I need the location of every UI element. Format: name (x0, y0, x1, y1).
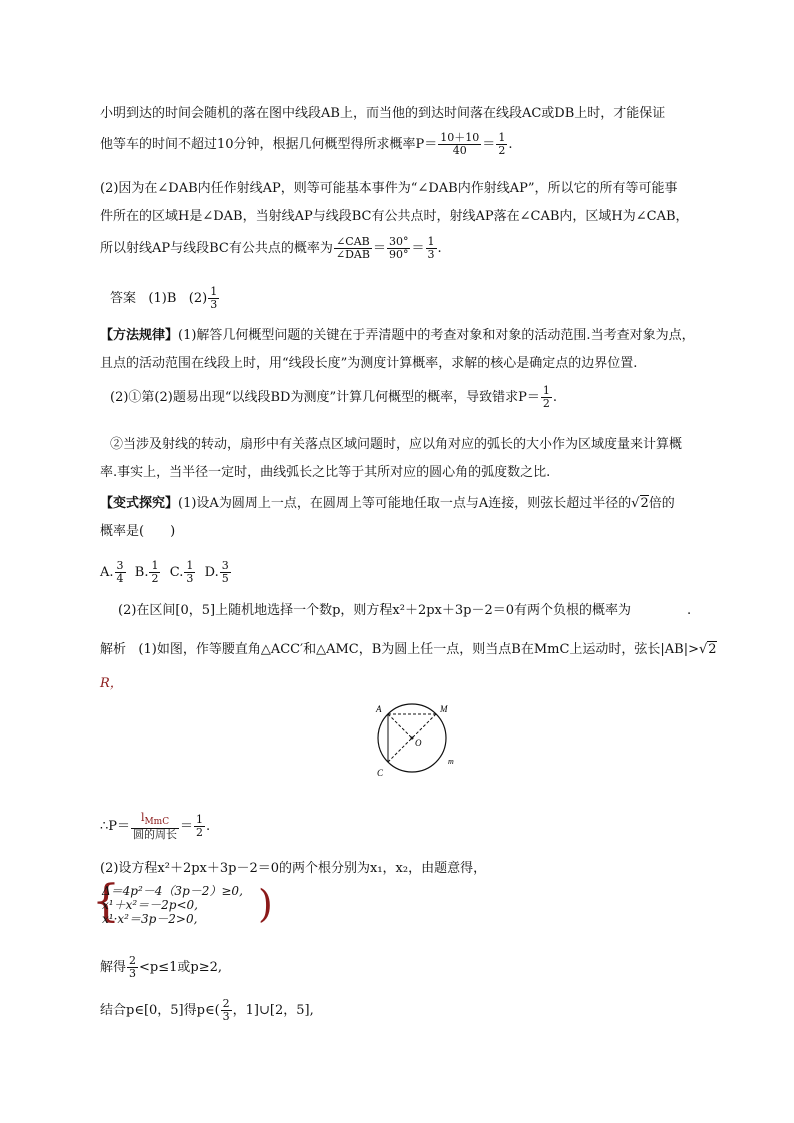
answer-label: 答案 (110, 291, 137, 306)
text: 所以射线AP与线段BC有公共点的概率为 (100, 241, 333, 256)
para-line-4: 件所在的区域H是∠DAB，当射线AP与线段BC有公共点时，射线AP落在∠CAB内，区域H为∠CAB， (100, 209, 689, 224)
text: (2)①第(2)题易出现“以线段BD为测度”计算几何概型的概率，导致错求P＝ (110, 390, 540, 405)
variant-line-2: 概率是( ) (100, 524, 176, 539)
method-line-5: 率.事实上，当半径一定时，曲线弧长之比等于其所对应的圆心角的弧度数之比. (100, 465, 551, 480)
denominator: 3 (129, 967, 137, 980)
text: 结合p∈[0，5]得p∈( (100, 1003, 220, 1018)
sqrt: √2 (631, 496, 649, 511)
text: R， (100, 676, 123, 691)
text: (1)设A为圆周上一点，在圆周上等可能地任取一点与A连接，则弦长超过半径的 (178, 496, 632, 511)
sqrt-radicand: 2 (640, 496, 649, 511)
text: (1)解答几何概型问题的关键在于弄清题中的考查对象和对象的活动范围.当考查对象为点， (178, 328, 695, 343)
label-m-arc: m (448, 757, 454, 766)
option-d: D. (204, 565, 219, 580)
denominator: 2 (498, 144, 506, 157)
period: . (206, 819, 211, 835)
denominator: 5 (221, 572, 229, 585)
system-line-2: x¹＋x²＝－2p<0, (102, 898, 198, 912)
variant-line-1 (100, 495, 675, 513)
fraction (221, 998, 232, 1023)
para-line-2 (100, 132, 512, 157)
fraction (426, 236, 437, 261)
text: (2)在区间[0，5]上随机地选择一个数p，则方程x²＋2px＋3p－2＝0有两个负根的概率为 (118, 603, 632, 618)
answer-line (110, 286, 220, 311)
left-brace: { (92, 876, 120, 927)
text: <p≤1或p≥2, (139, 960, 223, 975)
equals: ＝ (482, 137, 496, 152)
variant-line-3 (118, 602, 691, 620)
circle-figure (360, 700, 470, 784)
arc-label: MmC (144, 817, 170, 828)
equals: ＝ (372, 241, 386, 256)
system-line-3: x¹·x²＝3p－2>0, (102, 912, 198, 926)
period: . (687, 603, 692, 618)
solution-line-q1: (2)设方程x²＋2px＋3p－2＝0的两个根分别为x₁，x₂，由题意得， (100, 861, 487, 876)
text: ∴P＝ (100, 819, 131, 835)
radius-ao (388, 714, 412, 738)
sqrt: √2 (699, 642, 717, 657)
variant-label: 【变式探究】 (100, 496, 179, 511)
fraction (387, 236, 411, 261)
para-line-3: (2)因为在∠DAB内任作射线AP，则等可能基本事件为“∠DAB内作射线AP”，所以它的所有等可能事 (100, 181, 678, 196)
method-line-1 (100, 327, 695, 345)
denominator: 3 (427, 248, 435, 261)
text: (1)如图，作等腰直角△ACC′和△AMC，B为圆上任一点，则当点B在MmC上运动时，弦长|AB|> (138, 642, 699, 657)
fraction (208, 286, 219, 311)
solution-line-q2 (100, 955, 222, 980)
answer-1: (1)B (148, 291, 177, 306)
equals: ＝ (180, 819, 194, 835)
numerator: 2 (222, 997, 230, 1010)
fraction (194, 814, 205, 839)
fraction (496, 132, 507, 157)
fraction (131, 812, 179, 841)
numerator: 1 (498, 131, 506, 144)
denominator: 3 (186, 572, 194, 585)
numerator: 3 (116, 559, 124, 572)
period: . (508, 137, 513, 152)
period: . (437, 241, 442, 256)
denominator: 40 (452, 144, 467, 157)
numerator: 1 (196, 813, 204, 827)
numerator: ∠CAB (334, 236, 372, 249)
period: . (552, 390, 557, 405)
numerator: 1 (210, 285, 218, 298)
denominator: 2 (542, 397, 550, 410)
options-line (100, 560, 232, 585)
numerator: 2 (129, 954, 137, 967)
option-b: B. (134, 565, 149, 580)
denominator: 3 (222, 1010, 230, 1023)
system-line-1: Δ＝4p²－4（3p－2）≥0, (102, 884, 243, 898)
numerator: 1 (542, 384, 550, 397)
fraction (149, 560, 160, 585)
numerator: 30° (388, 235, 409, 248)
solution-line-2 (100, 675, 123, 693)
right-brace: ) (258, 882, 273, 926)
prob-line (100, 812, 210, 841)
denominator: 90° (388, 248, 409, 261)
fraction (115, 560, 126, 585)
solution-label: 解析 (100, 642, 127, 657)
answer-2: (2) (188, 291, 208, 306)
label-o: O (415, 738, 422, 748)
fraction (334, 236, 372, 261)
fraction (438, 132, 481, 157)
option-c: C. (169, 565, 184, 580)
fraction (127, 955, 138, 980)
fraction (220, 560, 231, 585)
denominator: 2 (151, 572, 159, 585)
text: 倍的 (648, 496, 675, 511)
option-a: A. (100, 565, 114, 580)
denominator: 4 (116, 572, 124, 585)
denominator: 3 (210, 298, 218, 311)
fraction (184, 560, 195, 585)
text: 解得 (100, 960, 127, 975)
numerator: 1 (186, 559, 194, 572)
numerator: 1 (151, 559, 159, 572)
numerator: 3 (221, 559, 229, 572)
denominator: 圆的周长 (133, 828, 178, 842)
label-c: C (377, 768, 384, 778)
method-line-3 (110, 385, 557, 410)
numerator: 10＋10 (440, 131, 480, 144)
method-line-4: ②当涉及射线的转动，扇形中有关落点区域问题时，应以角对应的弧长的大小作为区域度量来计算概 (110, 437, 683, 452)
center-point (411, 737, 414, 740)
numerator: 1 (427, 235, 435, 248)
denominator: ∠DAB (335, 248, 370, 261)
para-line-1: 小明到达的时间会随机的落在图中线段AB上，而当他的到达时间落在线段AC或DB上时，才能保证 (100, 106, 666, 121)
arc-l: l (140, 811, 145, 824)
denominator: 2 (196, 826, 204, 840)
text: ，1]∪[2，5], (232, 1003, 314, 1018)
para-line-5 (100, 236, 442, 261)
label-a: A (376, 704, 382, 714)
label-m: M (440, 704, 448, 714)
method-line-2: 且点的活动范围在线段上时，用“线段长度”为测度计算概率，求解的核心是确定点的边界位置. (100, 356, 638, 371)
numerator (131, 812, 179, 829)
solution-line-q3 (100, 998, 314, 1023)
sqrt-radicand: 2 (708, 642, 717, 657)
method-label: 【方法规律】 (100, 328, 179, 343)
equals: ＝ (411, 241, 425, 256)
text: 他等车的时间不超过10分钟，根据几何概型得所求概率P＝ (100, 137, 438, 152)
solution-line-1 (100, 641, 717, 659)
fraction (541, 385, 552, 410)
